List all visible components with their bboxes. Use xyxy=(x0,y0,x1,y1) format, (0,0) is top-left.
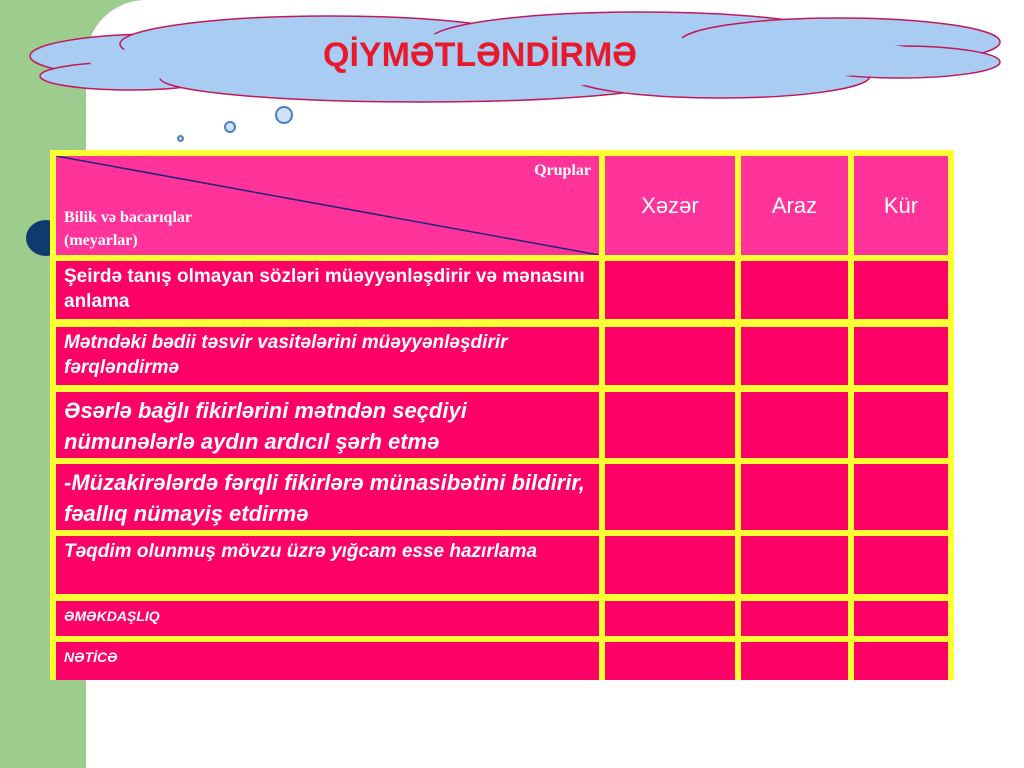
score-cell-xezer xyxy=(605,642,735,680)
score-cell-araz xyxy=(741,464,848,530)
thought-bubble-medium xyxy=(224,121,236,133)
assessment-table xyxy=(50,150,954,680)
score-cell-xezer xyxy=(605,261,735,319)
criteria-label-line2: (meyarlar) xyxy=(64,232,138,249)
criterion-cell: Şeirdə tanış olmayan sözləri müəyyənləşdirir və mənasını anlama xyxy=(56,261,599,319)
slide-title: QİYMƏTLƏNDİRMƏ xyxy=(323,36,637,74)
criterion-cell: ƏMƏKDAŞLIQ xyxy=(56,601,599,636)
criterion-cell: Təqdim olunmuş mövzu üzrə yığcam esse hazırlama xyxy=(56,536,599,594)
thought-bubble-large xyxy=(275,106,293,124)
score-cell-xezer xyxy=(605,601,735,636)
score-cell-kur xyxy=(854,261,948,319)
score-cell-kur xyxy=(854,392,948,458)
group-header-araz: Araz xyxy=(741,156,848,255)
score-cell-araz xyxy=(741,642,848,680)
criteria-label-line1: Bilik və bacarıqlar xyxy=(64,209,192,226)
score-cell-araz xyxy=(741,536,848,594)
score-cell-araz xyxy=(741,392,848,458)
header-criteria-cell xyxy=(56,156,599,255)
score-cell-xezer xyxy=(605,392,735,458)
criterion-cell: NƏTİCƏ xyxy=(56,642,599,680)
score-cell-araz xyxy=(741,327,848,385)
score-cell-xezer xyxy=(605,536,735,594)
score-cell-kur xyxy=(854,601,948,636)
criterion-cell: Mətndəki bədii təsvir vasitələrini müəyyənləşdirir fərqləndirmə xyxy=(56,327,599,385)
score-cell-xezer xyxy=(605,327,735,385)
score-cell-kur xyxy=(854,536,948,594)
groups-label: Qruplar xyxy=(534,162,591,179)
score-cell-araz xyxy=(741,601,848,636)
group-header-xezer: Xəzər xyxy=(605,156,735,255)
score-cell-kur xyxy=(854,642,948,680)
score-cell-xezer xyxy=(605,464,735,530)
group-header-kur: Kür xyxy=(854,156,948,255)
criterion-cell: Əsərlə bağlı fikirlərini mətndən seçdiyi nümunələrlə aydın ardıcıl şərh etmə xyxy=(56,392,599,458)
score-cell-kur xyxy=(854,464,948,530)
criterion-cell: -Müzakirələrdə fərqli fikirlərə münasibətini bildirir, fəallıq nümayiş etdirmə xyxy=(56,464,599,530)
score-cell-araz xyxy=(741,261,848,319)
score-cell-kur xyxy=(854,327,948,385)
thought-bubble-small xyxy=(177,135,184,142)
